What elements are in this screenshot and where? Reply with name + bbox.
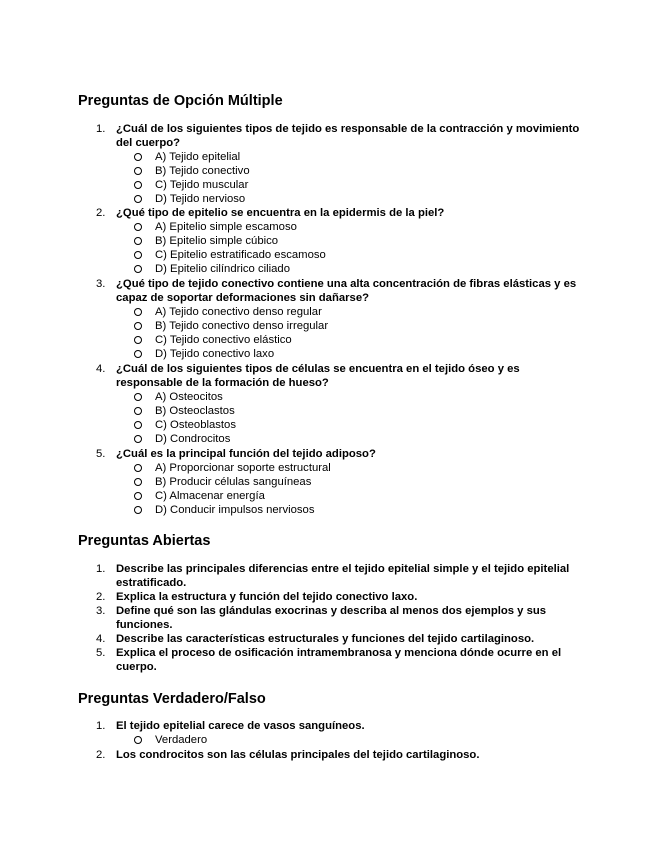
circle-bullet-icon — [134, 308, 142, 316]
question-number: 3. — [96, 278, 106, 290]
option-item — [0, 150, 655, 164]
option-text: A) Proporcionar soporte estructural — [155, 462, 331, 474]
question-text: Explica la estructura y función del tejido conectivo laxo. — [116, 591, 418, 603]
option-item — [0, 248, 655, 262]
question-number: 2. — [96, 591, 106, 603]
circle-bullet-icon — [134, 407, 142, 415]
option-text: D) Condrocitos — [155, 433, 231, 445]
circle-bullet-icon — [134, 237, 142, 245]
question-text: ¿Cuál es la principal función del tejido adiposo? — [116, 448, 376, 460]
question-text: Describe las principales diferencias entre el tejido epitelial simple y el tejido epitelial estratificado. — [116, 563, 570, 590]
circle-bullet-icon — [134, 464, 142, 472]
circle-bullet-icon — [134, 393, 142, 401]
option-item — [0, 432, 655, 446]
option-text: C) Epitelio estratificado escamoso — [155, 249, 326, 261]
option-item — [0, 418, 655, 432]
option-item — [0, 347, 655, 361]
question-number: 1. — [96, 123, 106, 135]
open-section-heading: Preguntas Abiertas — [78, 533, 211, 549]
circle-bullet-icon — [134, 336, 142, 344]
question-number: 5. — [96, 647, 106, 659]
option-text: B) Osteoclastos — [155, 405, 235, 417]
option-item — [0, 164, 655, 178]
question-number: 3. — [96, 605, 106, 617]
question-number: 4. — [96, 633, 106, 645]
option-item — [0, 733, 655, 747]
question-number: 1. — [96, 563, 106, 575]
option-text: B) Tejido conectivo denso irregular — [155, 320, 329, 332]
option-text: A) Osteocitos — [155, 391, 223, 403]
option-item — [0, 503, 655, 517]
circle-bullet-icon — [134, 265, 142, 273]
circle-bullet-icon — [134, 195, 142, 203]
circle-bullet-icon — [134, 153, 142, 161]
option-text: C) Osteoblastos — [155, 419, 236, 431]
option-item — [0, 461, 655, 475]
question-text: Explica el proceso de osificación intramembranosa y menciona dónde ocurre en el cuerpo. — [116, 647, 562, 674]
circle-bullet-icon — [134, 223, 142, 231]
option-text: D) Epitelio cilíndrico ciliado — [155, 263, 290, 275]
option-text: C) Almacenar energía — [155, 490, 265, 502]
question-number: 4. — [96, 363, 106, 375]
option-item — [0, 305, 655, 319]
circle-bullet-icon — [134, 478, 142, 486]
option-item — [0, 319, 655, 333]
option-item — [0, 234, 655, 248]
option-item — [0, 262, 655, 276]
question-text: Los condrocitos son las células principales del tejido cartilaginoso. — [116, 749, 480, 761]
circle-bullet-icon — [134, 506, 142, 514]
option-text: A) Epitelio simple escamoso — [155, 221, 297, 233]
mc-section-heading: Preguntas de Opción Múltiple — [78, 93, 283, 109]
option-item — [0, 192, 655, 206]
option-text: D) Conducir impulsos nerviosos — [155, 504, 315, 516]
question-number: 5. — [96, 448, 106, 460]
option-item — [0, 220, 655, 234]
option-item — [0, 489, 655, 503]
circle-bullet-icon — [134, 736, 142, 744]
question-number: 2. — [96, 207, 106, 219]
option-item — [0, 404, 655, 418]
option-text: C) Tejido conectivo elástico — [155, 334, 292, 346]
tf-section-heading: Preguntas Verdadero/Falso — [78, 691, 266, 707]
option-item — [0, 475, 655, 489]
circle-bullet-icon — [134, 251, 142, 259]
option-item — [0, 333, 655, 347]
option-text: D) Tejido conectivo laxo — [155, 348, 275, 360]
circle-bullet-icon — [134, 492, 142, 500]
option-item — [0, 390, 655, 404]
question-text: ¿Qué tipo de epitelio se encuentra en la epidermis de la piel? — [116, 207, 445, 219]
option-text: A) Tejido conectivo denso regular — [155, 306, 322, 318]
option-text: B) Epitelio simple cúbico — [155, 235, 279, 247]
question-text: El tejido epitelial carece de vasos sanguíneos. — [116, 720, 365, 732]
option-text: Verdadero — [155, 734, 208, 746]
question-text: ¿Qué tipo de tejido conectivo contiene una alta concentración de fibras elásticas y es capaz de soportar deformaciones sin dañarse? — [116, 278, 577, 305]
question-number: 1. — [96, 720, 106, 732]
circle-bullet-icon — [134, 181, 142, 189]
option-text: C) Tejido muscular — [155, 179, 249, 191]
question-text: ¿Cuál de los siguientes tipos de tejido es responsable de la contracción y movimiento del cuerpo? — [116, 123, 580, 150]
circle-bullet-icon — [134, 322, 142, 330]
option-item — [0, 178, 655, 192]
circle-bullet-icon — [134, 421, 142, 429]
question-text: ¿Cuál de los siguientes tipos de células se encuentra en el tejido óseo y es responsable de la formación de hueso? — [116, 363, 520, 390]
circle-bullet-icon — [134, 167, 142, 175]
question-text: Define qué son las glándulas exocrinas y describa al menos dos ejemplos y sus funciones. — [116, 605, 547, 632]
option-text: B) Tejido conectivo — [155, 165, 250, 177]
question-number: 2. — [96, 749, 106, 761]
option-text: A) Tejido epitelial — [155, 151, 241, 163]
option-text: B) Producir células sanguíneas — [155, 476, 312, 488]
circle-bullet-icon — [134, 435, 142, 443]
option-text: D) Tejido nervioso — [155, 193, 246, 205]
circle-bullet-icon — [134, 350, 142, 358]
question-text: Describe las características estructurales y funciones del tejido cartilaginoso. — [116, 633, 535, 645]
